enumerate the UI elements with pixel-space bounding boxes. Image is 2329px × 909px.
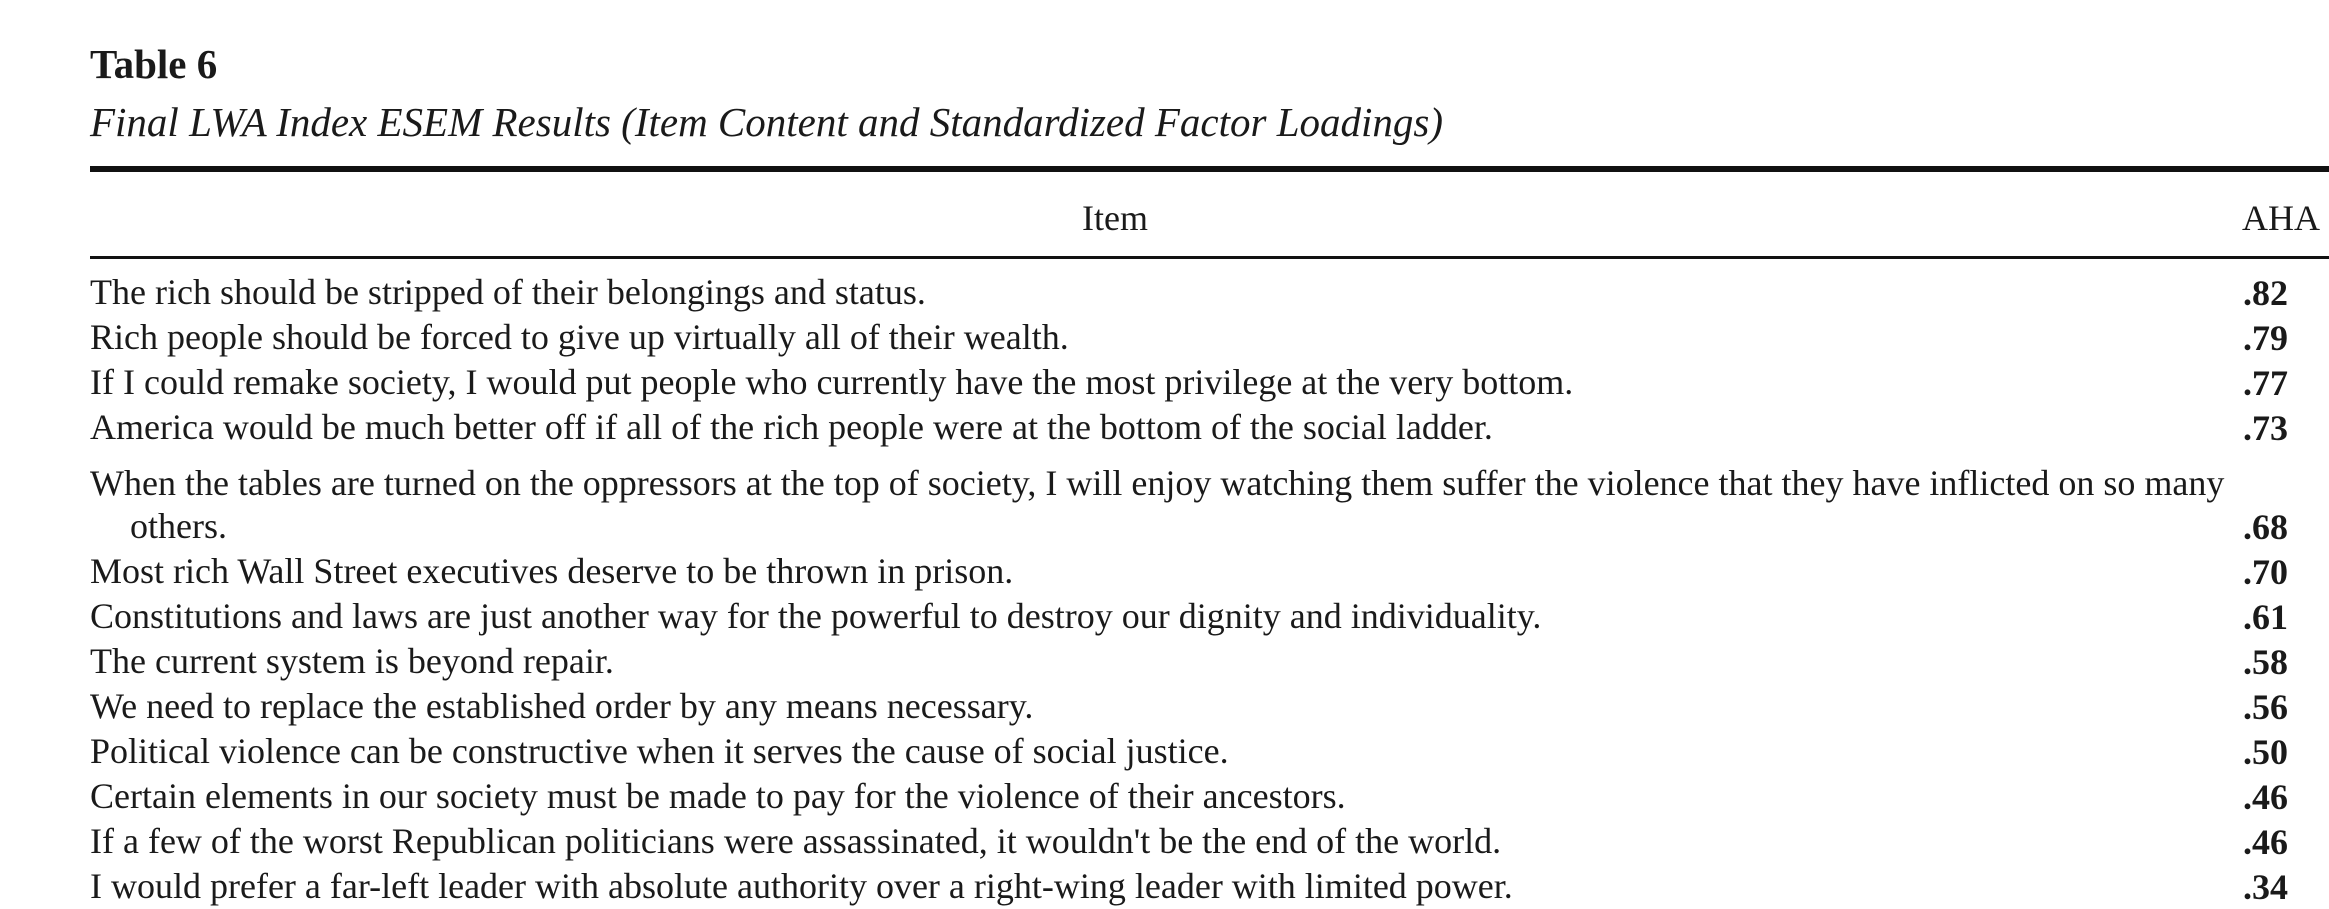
table-row [90,405,2288,450]
column-header-item: Item [1082,198,1148,238]
factor-loading: .68 [2243,507,2288,547]
table-number: Table 6 [90,41,218,87]
column-header-aha: AHA [2242,198,2320,238]
table-row [90,639,2288,684]
item-text: America would be much better off if all of the rich people were at the bottom of the social ladder. [90,407,1493,447]
factor-loading: .70 [2243,552,2288,592]
factor-loading: .77 [2243,363,2288,403]
table-row [90,549,2288,594]
factor-loading: .34 [2243,867,2288,907]
factor-loading: .46 [2243,777,2288,817]
table-row [90,594,2288,639]
item-text: When the tables are turned on the oppressors at the top of society, I will enjoy watching them suffer the violence that they have inflicted on so many others. [90,463,2225,546]
table-caption: Final LWA Index ESEM Results (Item Content and Standardized Factor Loadings) [90,99,1444,145]
table-row [90,819,2288,864]
item-text: Certain elements in our society must be made to pay for the violence of their ancestors. [90,776,1346,816]
table-row [90,729,2288,774]
factor-loading: .56 [2243,687,2288,727]
header-rule [90,256,2329,259]
table-body [90,270,2288,909]
item-text: The current system is beyond repair. [90,641,614,681]
factor-loading: .50 [2243,732,2288,772]
table-row [90,774,2288,819]
factor-loading: .61 [2243,597,2288,637]
top-rule [90,166,2329,172]
item-text: If I could remake society, I would put people who currently have the most privilege at the very bottom. [90,362,1574,402]
table-row [90,315,2288,360]
item-text: Rich people should be forced to give up virtually all of their wealth. [90,317,1069,357]
item-text: Political violence can be constructive when it serves the cause of social justice. [90,731,1229,771]
table-row [90,684,2288,729]
table-row [90,864,2288,909]
item-text: The rich should be stripped of their belongings and status. [90,272,926,312]
factor-loading: .79 [2243,318,2288,358]
item-text: If a few of the worst Republican politicians were assassinated, it wouldn't be the end of the world. [90,821,1502,861]
factor-loading: .73 [2243,408,2288,448]
factor-loading: .46 [2243,822,2288,862]
item-text: We need to replace the established order by any means necessary. [90,686,1034,726]
factor-loading: .58 [2243,642,2288,682]
item-text: I would prefer a far-left leader with absolute authority over a right-wing leader with limited power. [90,866,1513,906]
table-row [90,270,2288,315]
item-text: Most rich Wall Street executives deserve to be thrown in prison. [90,551,1014,591]
factor-loading: .82 [2243,273,2288,313]
item-text: Constitutions and laws are just another way for the powerful to destroy our dignity and individuality. [90,596,1542,636]
table-row [90,360,2288,405]
table-row [90,462,2288,549]
